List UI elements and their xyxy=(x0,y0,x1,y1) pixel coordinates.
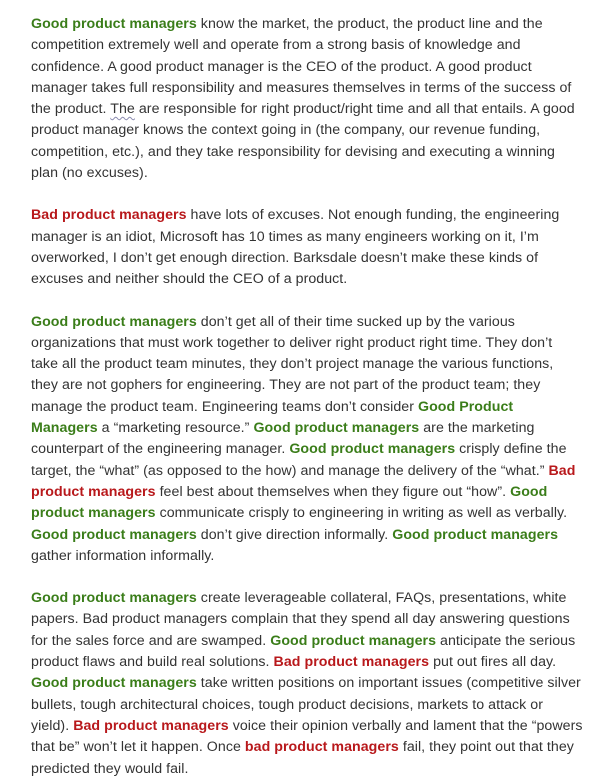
body-text: don’t give direction informally. xyxy=(196,526,393,543)
body-text: put out fires all day. xyxy=(429,654,557,671)
highlight-good: Good product managers xyxy=(270,632,437,649)
highlight-good: Good product managers xyxy=(31,313,197,330)
body-text: communicate crisply to engineering in writing as well as verbally. xyxy=(155,505,568,522)
body-text: crisply define the target, the “what” (as opposed to the how) and manage the delivery of the “what.” xyxy=(31,441,567,479)
body-text: anticipate the serious product flaws and build real solutions. xyxy=(31,632,576,671)
highlight-good: Good product managers xyxy=(289,441,456,458)
highlight-good: Good product managers xyxy=(31,483,548,522)
paragraph-1 xyxy=(31,14,583,184)
highlight-good: Good product managers xyxy=(31,675,197,692)
body-text: feel best about themselves when they figure out “how”. xyxy=(155,483,511,500)
paragraph-3 xyxy=(31,312,583,568)
highlight-good: Good product managers xyxy=(31,526,197,543)
body-text: gather information informally. xyxy=(31,547,215,564)
body-text: a “marketing resource.” xyxy=(97,420,254,437)
body-text: are responsible for right product/right time and all that entails. A good product manager knows the context going in (the company, our revenue funding, competition, etc.), and they take responsibility for devising and executing a winning plan (no excuses). xyxy=(31,101,575,182)
highlight-good: Good product managers xyxy=(253,420,420,437)
paragraph-4 xyxy=(31,588,583,780)
highlight-bad: Bad product managers xyxy=(31,462,576,500)
body-text: create leverageable collateral, FAQs, presentations, white papers. Bad product managers complain that they spend all day answering questions for the sales force and are swamped. xyxy=(31,590,570,649)
body-text: know the market, the product, the product line and the competition extremely well and operate from a strong basis of knowledge and confidence. A good product manager is the CEO of the product. A good product manager takes full responsibility and measures themselves in terms of the success of the product. xyxy=(31,16,572,118)
body-text: take written positions on important issues (competitive silver bullets, tough architectural choices, tough product decisions, markets to attack or yield). xyxy=(31,675,581,734)
highlight-bad: bad product managers xyxy=(244,739,399,756)
spellcheck-flagged-word[interactable]: The xyxy=(110,101,135,118)
body-text: voice their opinion verbally and lament that the “powers that be” won’t let it happen. Once xyxy=(31,717,583,756)
highlight-good: Good Product Managers xyxy=(31,398,514,437)
body-text: have lots of excuses. Not enough funding, the engineering manager is an idiot, Microsoft has 10 times as many engineers working on it, I’m overworked, I don’t get enough direction. Barksdale doesn’t make these kinds of excuses and neither should the CEO of a product. xyxy=(31,207,560,288)
highlight-good: Good product managers xyxy=(31,16,197,32)
body-text: are the marketing counterpart of the engineering manager. xyxy=(31,420,535,458)
highlight-bad: Bad product managers xyxy=(31,207,187,224)
highlight-bad: Bad product managers xyxy=(73,717,229,734)
body-text: don’t get all of their time sucked up by the various organizations that must work together to deliver right product right time. They don’t take all the product team minutes, they don’t project manage the various functions, they are not gophers for engineering. They are not part of the product team; they manage the product team. Engineering teams don’t consider xyxy=(31,313,554,415)
highlight-good: Good product managers xyxy=(392,526,559,543)
highlight-bad: Bad product managers xyxy=(273,654,430,671)
paragraph-2 xyxy=(31,205,583,290)
body-text: fail, they point out that they predicted they would fail. xyxy=(31,739,574,777)
highlight-good: Good product managers xyxy=(31,590,197,607)
